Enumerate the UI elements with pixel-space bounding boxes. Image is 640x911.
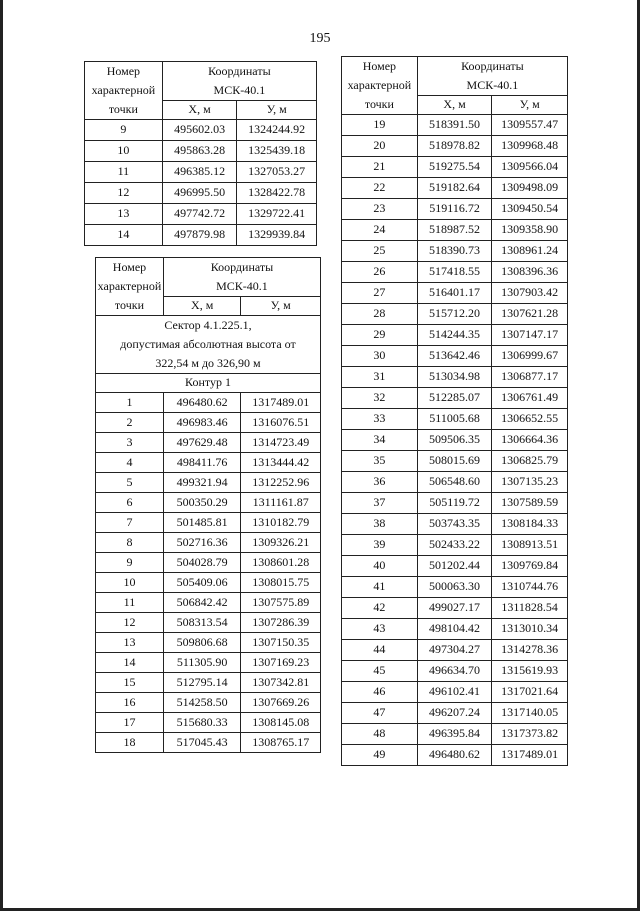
y-coordinate-cell: 1308396.36 — [492, 262, 568, 283]
point-number-cell: 14 — [85, 225, 163, 246]
x-column-header: X, м — [417, 96, 492, 115]
coordinates-table-points-9-14 — [84, 61, 317, 246]
point-number-cell: 14 — [96, 653, 164, 673]
table-row — [342, 451, 568, 472]
x-coordinate-cell: 498411.76 — [163, 453, 240, 473]
point-number-cell: 9 — [85, 120, 163, 141]
y-coordinate-cell: 1310744.76 — [492, 577, 568, 598]
y-coordinate-cell: 1307135.23 — [492, 472, 568, 493]
y-coordinate-cell: 1309326.21 — [241, 533, 321, 553]
point-number-cell: 38 — [342, 514, 418, 535]
point-number-cell: 23 — [342, 199, 418, 220]
table-row — [342, 598, 568, 619]
x-coordinate-cell: 519116.72 — [417, 199, 492, 220]
x-coordinate-cell: 508313.54 — [163, 613, 240, 633]
coordinates-header: Координаты МСК-40.1 — [417, 57, 567, 96]
y-coordinate-cell: 1306652.55 — [492, 409, 568, 430]
y-coordinate-cell: 1317021.64 — [492, 682, 568, 703]
y-coordinate-cell: 1316076.51 — [241, 413, 321, 433]
y-coordinate-cell: 1324244.92 — [237, 120, 317, 141]
page-number: 195 — [309, 31, 331, 46]
table-row — [85, 120, 317, 141]
point-number-cell: 19 — [342, 115, 418, 136]
y-coordinate-cell: 1313010.34 — [492, 619, 568, 640]
x-coordinate-cell: 518978.82 — [417, 136, 492, 157]
y-coordinate-cell: 1309498.09 — [492, 178, 568, 199]
x-coordinate-cell: 513034.98 — [417, 367, 492, 388]
point-number-cell: 48 — [342, 724, 418, 745]
point-number-cell: 1 — [96, 393, 164, 413]
y-coordinate-cell: 1317489.01 — [492, 745, 568, 766]
point-number-cell: 25 — [342, 241, 418, 262]
table-row — [96, 593, 321, 613]
y-coordinate-cell: 1329939.84 — [237, 225, 317, 246]
x-coordinate-cell: 512795.14 — [163, 673, 240, 693]
y-coordinate-cell: 1307342.81 — [241, 673, 321, 693]
x-coordinate-cell: 518390.73 — [417, 241, 492, 262]
y-coordinate-cell: 1329722.41 — [237, 204, 317, 225]
x-coordinate-cell: 511305.90 — [163, 653, 240, 673]
point-number-cell: 29 — [342, 325, 418, 346]
point-number-cell: 39 — [342, 535, 418, 556]
table-row — [342, 304, 568, 325]
point-number-cell: 22 — [342, 178, 418, 199]
table-row — [342, 115, 568, 136]
x-coordinate-cell: 514258.50 — [163, 693, 240, 713]
point-number-cell: 28 — [342, 304, 418, 325]
table-row — [342, 325, 568, 346]
x-coordinate-cell: 509506.35 — [417, 430, 492, 451]
y-coordinate-cell: 1306761.49 — [492, 388, 568, 409]
y-coordinate-cell: 1306999.67 — [492, 346, 568, 367]
y-coordinate-cell: 1314278.36 — [492, 640, 568, 661]
y-coordinate-cell: 1308765.17 — [241, 733, 321, 753]
y-coordinate-cell: 1307147.17 — [492, 325, 568, 346]
point-number-cell: 7 — [96, 513, 164, 533]
y-coordinate-cell: 1306825.79 — [492, 451, 568, 472]
point-number-cell: 2 — [96, 413, 164, 433]
y-coordinate-cell: 1308601.28 — [241, 553, 321, 573]
point-number-cell: 40 — [342, 556, 418, 577]
table-row — [342, 682, 568, 703]
y-coordinate-cell: 1311161.87 — [241, 493, 321, 513]
y-coordinate-cell: 1309968.48 — [492, 136, 568, 157]
point-number-header: Номер характерной точки — [342, 57, 418, 115]
point-number-cell: 44 — [342, 640, 418, 661]
x-coordinate-cell: 504028.79 — [163, 553, 240, 573]
page-border-left — [0, 0, 3, 911]
table-row — [342, 745, 568, 766]
x-coordinate-cell: 496480.62 — [417, 745, 492, 766]
x-coordinate-cell: 496634.70 — [417, 661, 492, 682]
x-coordinate-cell: 519182.64 — [417, 178, 492, 199]
table-row — [96, 573, 321, 593]
point-number-cell: 12 — [85, 183, 163, 204]
coordinates-header: Координаты МСК-40.1 — [162, 62, 316, 101]
x-coordinate-cell: 511005.68 — [417, 409, 492, 430]
table-row — [342, 367, 568, 388]
x-coordinate-cell: 500350.29 — [163, 493, 240, 513]
y-coordinate-cell: 1325439.18 — [237, 141, 317, 162]
table-row — [96, 633, 321, 653]
table-row — [342, 472, 568, 493]
y-coordinate-cell: 1308145.08 — [241, 713, 321, 733]
point-number-cell: 45 — [342, 661, 418, 682]
table-row — [342, 619, 568, 640]
y-coordinate-cell: 1317140.05 — [492, 703, 568, 724]
table-row — [96, 733, 321, 753]
point-number-cell: 26 — [342, 262, 418, 283]
point-number-cell: 6 — [96, 493, 164, 513]
table-row — [342, 220, 568, 241]
y-coordinate-cell: 1314723.49 — [241, 433, 321, 453]
y-column-header: У, м — [492, 96, 568, 115]
y-coordinate-cell: 1306877.17 — [492, 367, 568, 388]
y-column-header: У, м — [241, 297, 321, 316]
table-row — [96, 533, 321, 553]
table-row — [96, 653, 321, 673]
table-row — [342, 388, 568, 409]
point-number-cell: 11 — [85, 162, 163, 183]
table-row — [96, 553, 321, 573]
y-coordinate-cell: 1306664.36 — [492, 430, 568, 451]
point-number-cell: 37 — [342, 493, 418, 514]
table-row — [342, 157, 568, 178]
point-number-cell: 42 — [342, 598, 418, 619]
table-row — [342, 346, 568, 367]
x-column-header: X, м — [163, 297, 240, 316]
x-coordinate-cell: 517045.43 — [163, 733, 240, 753]
x-coordinate-cell: 502433.22 — [417, 535, 492, 556]
contour-label: Контур 1 — [96, 374, 321, 393]
x-coordinate-cell: 508015.69 — [417, 451, 492, 472]
table-row — [96, 453, 321, 473]
table-row — [96, 413, 321, 433]
x-coordinate-cell: 509806.68 — [163, 633, 240, 653]
x-coordinate-cell: 496983.46 — [163, 413, 240, 433]
y-coordinate-cell: 1309358.90 — [492, 220, 568, 241]
point-number-cell: 18 — [96, 733, 164, 753]
x-coordinate-cell: 497879.98 — [162, 225, 237, 246]
y-coordinate-cell: 1308961.24 — [492, 241, 568, 262]
y-coordinate-cell: 1307169.23 — [241, 653, 321, 673]
table-a-body — [85, 120, 317, 246]
table-row — [342, 556, 568, 577]
point-number-cell: 13 — [85, 204, 163, 225]
table-row — [96, 613, 321, 633]
y-coordinate-cell: 1307903.42 — [492, 283, 568, 304]
point-number-cell: 35 — [342, 451, 418, 472]
point-number-header: Номер характерной точки — [85, 62, 163, 120]
x-coordinate-cell: 496102.41 — [417, 682, 492, 703]
table-row — [342, 430, 568, 451]
point-number-cell: 13 — [96, 633, 164, 653]
x-coordinate-cell: 497742.72 — [162, 204, 237, 225]
y-coordinate-cell: 1327053.27 — [237, 162, 317, 183]
table-row — [342, 703, 568, 724]
point-number-cell: 31 — [342, 367, 418, 388]
table-row — [342, 178, 568, 199]
point-number-cell: 30 — [342, 346, 418, 367]
table-row — [85, 225, 317, 246]
x-coordinate-cell: 498104.42 — [417, 619, 492, 640]
table-row — [85, 204, 317, 225]
point-number-cell: 4 — [96, 453, 164, 473]
point-number-cell: 21 — [342, 157, 418, 178]
y-column-header: У, м — [237, 101, 317, 120]
x-coordinate-cell: 496995.50 — [162, 183, 237, 204]
point-number-cell: 49 — [342, 745, 418, 766]
y-coordinate-cell: 1308913.51 — [492, 535, 568, 556]
x-coordinate-cell: 515680.33 — [163, 713, 240, 733]
table-row — [96, 433, 321, 453]
x-coordinate-cell: 506842.42 — [163, 593, 240, 613]
point-number-cell: 8 — [96, 533, 164, 553]
point-number-cell: 10 — [96, 573, 164, 593]
table-row — [342, 661, 568, 682]
table-row — [342, 241, 568, 262]
table-row — [96, 693, 321, 713]
y-coordinate-cell: 1307589.59 — [492, 493, 568, 514]
x-coordinate-cell: 516401.17 — [417, 283, 492, 304]
point-number-cell: 10 — [85, 141, 163, 162]
point-number-cell: 41 — [342, 577, 418, 598]
x-coordinate-cell: 497629.48 — [163, 433, 240, 453]
x-coordinate-cell: 501485.81 — [163, 513, 240, 533]
table-row — [342, 577, 568, 598]
y-coordinate-cell: 1317489.01 — [241, 393, 321, 413]
point-number-cell: 16 — [96, 693, 164, 713]
x-coordinate-cell: 495863.28 — [162, 141, 237, 162]
y-coordinate-cell: 1309450.54 — [492, 199, 568, 220]
table-row — [96, 493, 321, 513]
x-coordinate-cell: 496207.24 — [417, 703, 492, 724]
point-number-cell: 3 — [96, 433, 164, 453]
point-number-cell: 20 — [342, 136, 418, 157]
point-number-cell: 34 — [342, 430, 418, 451]
point-number-cell: 15 — [96, 673, 164, 693]
x-coordinate-cell: 496480.62 — [163, 393, 240, 413]
x-coordinate-cell: 497304.27 — [417, 640, 492, 661]
y-coordinate-cell: 1307286.39 — [241, 613, 321, 633]
table-row — [96, 673, 321, 693]
y-coordinate-cell: 1317373.82 — [492, 724, 568, 745]
y-coordinate-cell: 1307621.28 — [492, 304, 568, 325]
point-number-cell: 33 — [342, 409, 418, 430]
table-b-body — [342, 115, 568, 766]
x-column-header: X, м — [162, 101, 237, 120]
x-coordinate-cell: 518391.50 — [417, 115, 492, 136]
x-coordinate-cell: 502716.36 — [163, 533, 240, 553]
x-coordinate-cell: 518987.52 — [417, 220, 492, 241]
x-coordinate-cell: 499027.17 — [417, 598, 492, 619]
x-coordinate-cell: 501202.44 — [417, 556, 492, 577]
x-coordinate-cell: 517418.55 — [417, 262, 492, 283]
point-number-header: Номер характерной точки — [96, 258, 164, 316]
point-number-cell: 36 — [342, 472, 418, 493]
x-coordinate-cell: 495602.03 — [162, 120, 237, 141]
y-coordinate-cell: 1308184.33 — [492, 514, 568, 535]
x-coordinate-cell: 514244.35 — [417, 325, 492, 346]
table-row — [342, 493, 568, 514]
table-row — [342, 514, 568, 535]
y-coordinate-cell: 1308015.75 — [241, 573, 321, 593]
point-number-cell: 32 — [342, 388, 418, 409]
x-coordinate-cell: 500063.30 — [417, 577, 492, 598]
table-row — [342, 535, 568, 556]
table-c-body — [96, 393, 321, 753]
x-coordinate-cell: 499321.94 — [163, 473, 240, 493]
table-row — [342, 724, 568, 745]
point-number-cell: 5 — [96, 473, 164, 493]
x-coordinate-cell: 506548.60 — [417, 472, 492, 493]
x-coordinate-cell: 512285.07 — [417, 388, 492, 409]
table-row — [342, 199, 568, 220]
x-coordinate-cell: 503743.35 — [417, 514, 492, 535]
x-coordinate-cell: 505409.06 — [163, 573, 240, 593]
point-number-cell: 47 — [342, 703, 418, 724]
point-number-cell: 27 — [342, 283, 418, 304]
point-number-cell: 46 — [342, 682, 418, 703]
x-coordinate-cell: 513642.46 — [417, 346, 492, 367]
point-number-cell: 43 — [342, 619, 418, 640]
y-coordinate-cell: 1313444.42 — [241, 453, 321, 473]
point-number-cell: 17 — [96, 713, 164, 733]
table-row — [342, 640, 568, 661]
coordinates-header: Координаты МСК-40.1 — [163, 258, 320, 297]
y-coordinate-cell: 1309769.84 — [492, 556, 568, 577]
coordinates-table-sector-contour-1 — [95, 257, 321, 753]
table-row — [342, 409, 568, 430]
table-row — [85, 183, 317, 204]
y-coordinate-cell: 1307575.89 — [241, 593, 321, 613]
table-row — [85, 162, 317, 183]
y-coordinate-cell: 1309557.47 — [492, 115, 568, 136]
point-number-cell: 12 — [96, 613, 164, 633]
y-coordinate-cell: 1307150.35 — [241, 633, 321, 653]
table-row — [342, 262, 568, 283]
table-row — [96, 713, 321, 733]
table-row — [85, 141, 317, 162]
table-row — [96, 513, 321, 533]
table-row — [96, 393, 321, 413]
sector-description: Сектор 4.1.225.1, допустимая абсолютная высота от 322,54 м до 326,90 м — [96, 316, 321, 374]
table-row — [342, 136, 568, 157]
table-row — [342, 283, 568, 304]
point-number-cell: 11 — [96, 593, 164, 613]
y-coordinate-cell: 1311828.54 — [492, 598, 568, 619]
y-coordinate-cell: 1315619.93 — [492, 661, 568, 682]
coordinates-table-points-19-49 — [341, 56, 568, 766]
point-number-cell: 9 — [96, 553, 164, 573]
x-coordinate-cell: 496395.84 — [417, 724, 492, 745]
x-coordinate-cell: 515712.20 — [417, 304, 492, 325]
y-coordinate-cell: 1328422.78 — [237, 183, 317, 204]
x-coordinate-cell: 496385.12 — [162, 162, 237, 183]
table-row — [96, 473, 321, 493]
point-number-cell: 24 — [342, 220, 418, 241]
y-coordinate-cell: 1309566.04 — [492, 157, 568, 178]
x-coordinate-cell: 505119.72 — [417, 493, 492, 514]
y-coordinate-cell: 1312252.96 — [241, 473, 321, 493]
y-coordinate-cell: 1310182.79 — [241, 513, 321, 533]
x-coordinate-cell: 519275.54 — [417, 157, 492, 178]
y-coordinate-cell: 1307669.26 — [241, 693, 321, 713]
